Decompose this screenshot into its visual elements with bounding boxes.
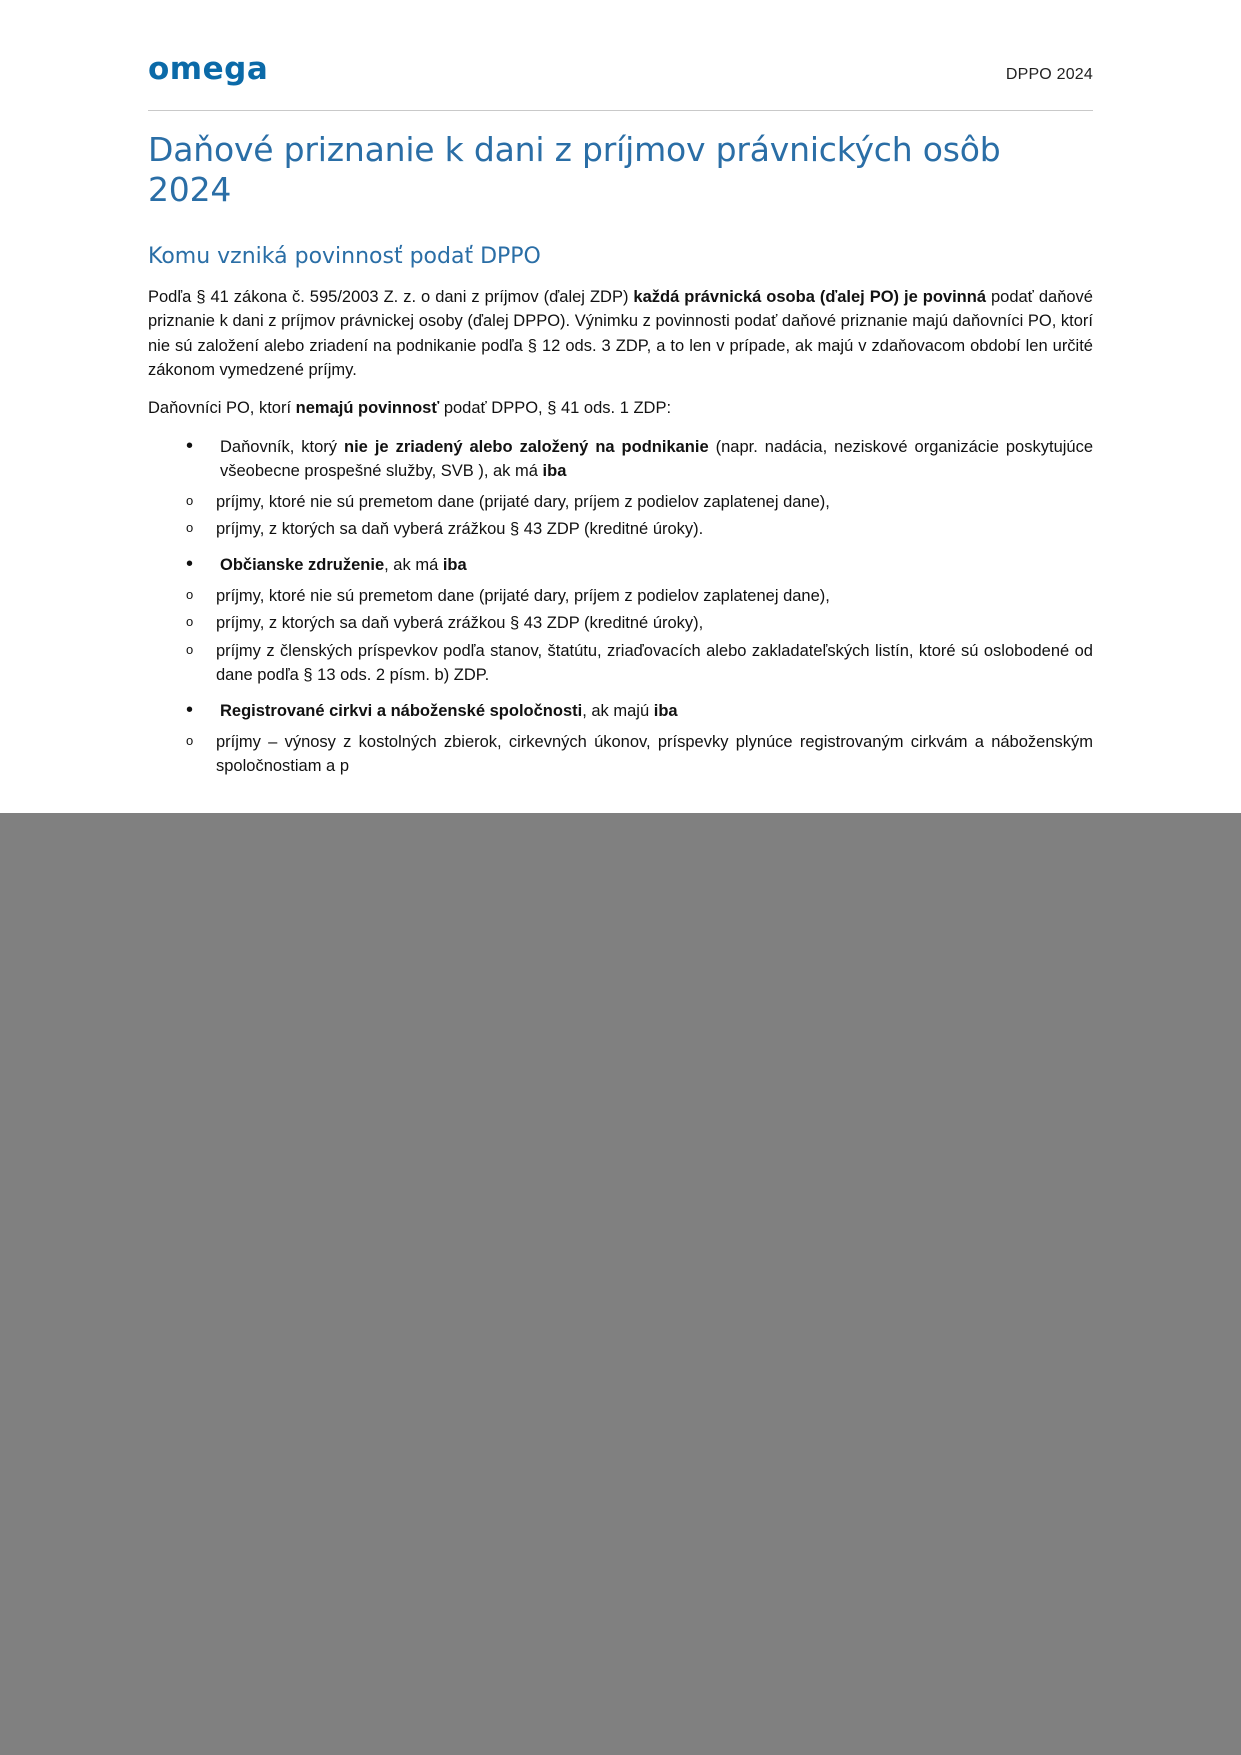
list-item-bold-b: iba [653, 702, 678, 721]
sub-list [148, 490, 1093, 542]
list-item-bold-a: nie je zriadený alebo založený na podnikanie [344, 437, 709, 456]
list-item-text [220, 699, 1093, 723]
omega-logo: omega [148, 51, 269, 87]
list-item [148, 699, 1093, 723]
list-item-bold-a: Registrované cirkvi a náboženské spoločnosti [220, 702, 583, 721]
sub-list-item [148, 490, 1093, 514]
sub-list-item-text: o príjmy, z ktorých sa daň vyberá zrážkou § 43 ZDP (kreditné úroky), [216, 614, 704, 633]
sub-list-item-text: o príjmy, z ktorých sa daň vyberá zrážkou § 43 ZDP (kreditné úroky). [216, 519, 704, 538]
paragraph-2-bold-a: nemajú povinnosť [295, 399, 440, 418]
exemption-list [148, 435, 1093, 779]
section-heading: Komu vzniká povinnosť podať DPPO [148, 244, 541, 270]
paragraph-1-text-b: podať daňové priznanie k dani z príjmov právnickej osoby (ďalej DPPO). Výnimku z povinnosti podať daňové priznanie majú daňovníci PO, ktorí nie sú založení alebo zriadení na podnikanie podľa § 12 ods. 3 ZDP, a to len v prípade, ak majú v zdaňovacom období len určité zákonom vymedzené príjmy. [148, 287, 1093, 379]
sub-list-item [148, 517, 1093, 541]
document-content [148, 130, 1093, 791]
paragraph-2-text-a: Daňovníci PO, ktorí [148, 399, 296, 418]
sub-list-item [148, 730, 1093, 779]
list-item-bold-b: iba [442, 556, 467, 575]
header-document-label: DPPO 2024 [1005, 66, 1093, 83]
sub-list [148, 730, 1093, 779]
sub-list-item-text: o príjmy – výnosy z kostolných zbierok, cirkevných úkonov, príspevky plynúce registrovaným cirkvám a náboženským spoločnostiam a p [216, 732, 1093, 776]
page-title: Daňové priznanie k dani z príjmov právnických osôb 2024 [148, 130, 1001, 209]
page-header [148, 48, 1093, 111]
list-item-text [220, 435, 1093, 484]
paragraph-2 [148, 396, 1093, 420]
paragraph-1 [148, 285, 1093, 383]
list-item-text-b: , ak majú [582, 702, 654, 721]
list-item [148, 553, 1093, 577]
list-item [148, 435, 1093, 484]
sub-list-item-text: o príjmy, ktoré nie sú premetom dane (prijaté dary, príjem z podielov zaplatenej dane), [216, 492, 830, 511]
sub-list-item [148, 611, 1093, 635]
sub-list-item [148, 584, 1093, 608]
list-item-text [220, 553, 1093, 577]
list-item-bold-a: Občianske združenie [220, 556, 385, 575]
grey-overlay-region [0, 813, 1241, 1755]
sub-list-item [148, 639, 1093, 688]
list-item-bold-b: iba [542, 462, 567, 481]
paragraph-1-text-a: Podľa § 41 zákona č. 595/2003 Z. z. o dani z príjmov (ďalej ZDP) [148, 287, 634, 306]
paragraph-2-text-b: podať DPPO, § 41 ods. 1 ZDP: [439, 399, 672, 418]
sub-list-item-text: o príjmy z členských príspevkov podľa stanov, štatútu, zriaďovacích alebo zakladateľských listín, ktoré sú oslobodené od dane podľa § 13 ods. 2 písm. b) ZDP. [216, 641, 1093, 684]
list-item-text-a: Daňovník, ktorý [220, 437, 345, 456]
sub-list-item-text: o príjmy, ktoré nie sú premetom dane (prijaté dary, príjem z podielov zaplatenej dane), [216, 586, 830, 605]
list-item-text-b: , ak má [384, 556, 443, 575]
paragraph-1-bold-a: každá právnická osoba (ďalej PO) je povinná [633, 287, 986, 306]
sub-list [148, 584, 1093, 688]
list-item-text-b: (napr. nadácia, neziskové organizácie poskytujúce všeobecne prospešné služby, SVB ), ak má [220, 437, 1094, 481]
